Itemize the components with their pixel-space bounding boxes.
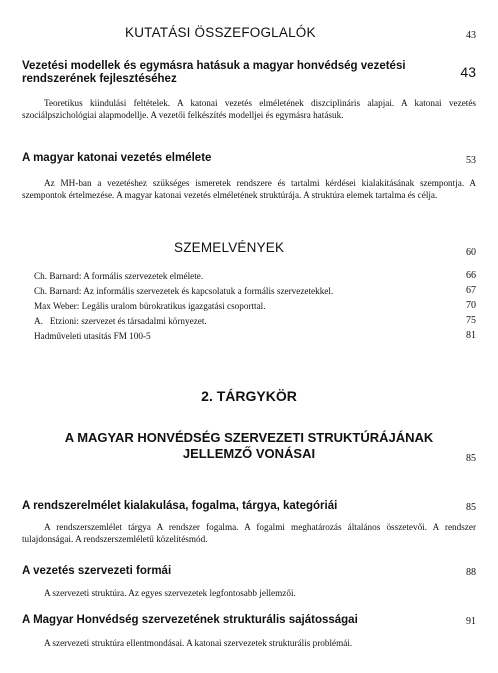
item-page-vezetes-szervezeti-formai: 88 xyxy=(466,567,476,578)
list-item-page: 67 xyxy=(466,285,476,296)
list-item-page: 81 xyxy=(466,330,476,341)
item-summary-strukturalis-sajatossagai: A szervezeti struktúra ellentmondásai. A katonai szervezetek strukturális problémái. xyxy=(44,638,353,648)
section-title-szemelvenyek: SZEMELVÉNYEK xyxy=(174,240,285,255)
chapter-number-title: 2. TÁRGYKÖR xyxy=(201,388,297,404)
list-item-text: Hadműveleti utasítás FM 100-5 xyxy=(34,331,151,341)
item-title-katonai-vezetes-elmelete: A magyar katonai vezetés elmélete xyxy=(22,152,212,164)
item-title-rendszerelmelet: A rendszerelmélet kialakulása, fogalma, tárgya, kategóriái xyxy=(22,500,338,512)
item-summary-vezetes-szervezeti-formai: A szervezeti struktúra. Az egyes szervezetek legfontosabb jellemzői. xyxy=(44,588,296,598)
item-title-vezetesi-modellek: Vezetési modellek és egymásra hatásuk a magyar honvédség vezetési rendszerének fejlesztéséhez xyxy=(22,60,406,85)
list-item-page: 70 xyxy=(466,300,476,311)
section-page-szemelvenyek: 60 xyxy=(466,247,476,258)
item-title-vezetes-szervezeti-formai: A vezetés szervezeti formái xyxy=(22,565,172,577)
chapter-main-title-line2: JELLEMZŐ VONÁSAI xyxy=(182,446,316,461)
item-page-strukturalis-sajatossagai: 91 xyxy=(466,616,476,627)
list-item-text: Ch. Barnard: A formális szervezetek elmélete. xyxy=(34,271,204,281)
item-title-strukturalis-sajatossagai: A Magyar Honvédség szervezetének strukturális sajátosságai xyxy=(22,614,358,626)
chapter-main-title-line1: A MAGYAR HONVÉDSÉG SZERVEZETI STRUKTÚRÁJÁNAK xyxy=(64,430,434,445)
section-page-kutatasi: 43 xyxy=(466,30,476,41)
item-summary-rendszerelmelet: A rendszerszemlélet tárgya A rendszer fogalma. A fogalmi meghatározás általános összetevői. A rendszer tulajdonságai. A rendszerszemléletű közelítésmód. xyxy=(22,522,476,544)
list-item-page: 75 xyxy=(466,315,476,326)
item-page-vezetesi-modellek: 43 xyxy=(460,64,476,80)
item-page-katonai-vezetes-elmelete: 53 xyxy=(466,155,476,166)
list-item-text: A. Etzioni: szervezet és társadalmi környezet. xyxy=(34,316,207,326)
list-item-text: Max Weber: Legális uralom bürokratikus igazgatási csoporttal. xyxy=(34,301,266,311)
item-summary-vezetesi-modellek: Teoretikus kiindulási feltételek. A katonai vezetés elméletének diszciplináris alapjai. A katonai vezetés szociálpszichológiai alapmodellje. A vezetői felkészítés modelljei és egymásra hatásuk. xyxy=(22,98,476,120)
chapter-main-page: 85 xyxy=(466,453,476,464)
list-item-text: Ch. Barnard: Az informális szervezetek és kapcsolatuk a formális szervezetekkel. xyxy=(34,286,334,296)
item-summary-katonai-vezetes-elmelete: Az MH-ban a vezetéshez szükséges ismeretek rendszere és tartalmi kérdései kialakításának szempontja. A szempontok értelmezése. A magyar katonai vezetés elméletének struktúrája. A struktúra elemek tartalma és célja. xyxy=(22,178,476,200)
list-item-page: 66 xyxy=(466,270,476,281)
item-page-rendszerelmelet: 85 xyxy=(466,502,476,513)
section-title-kutatasi: KUTATÁSI ÖSSZEFOGLALÓK xyxy=(125,25,316,40)
